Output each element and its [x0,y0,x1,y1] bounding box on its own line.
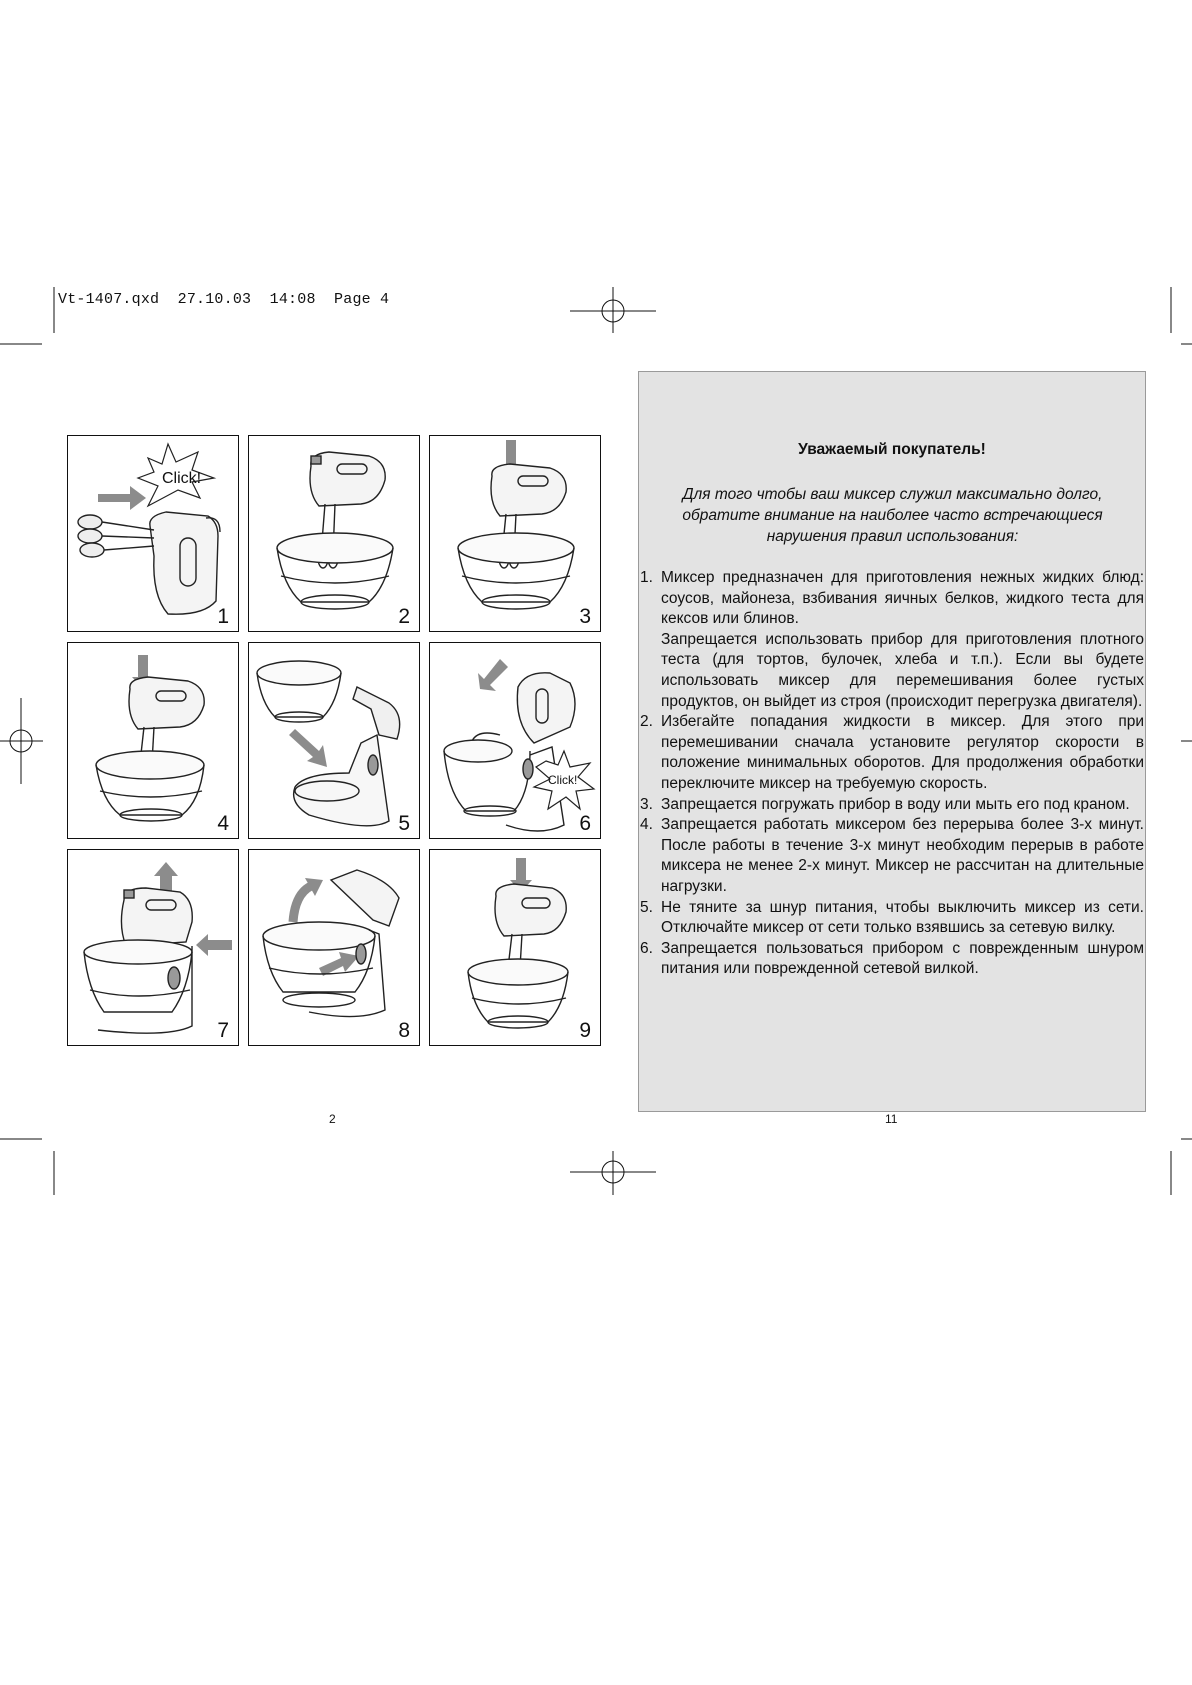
rule-text: Запрещается работать миксером без перерыва более 3-х минут. После работы в течение 3-х минут необходим перерыв в работе миксера не менее 2-х минут. Миксер не рассчитан на длительные нагрузки. [661,816,1144,895]
figure-number: 4 [217,812,229,835]
registration-mark-top [570,287,656,333]
figure-5 [248,642,420,839]
assembly-figures [67,435,603,1049]
rule-number: 1. [640,569,653,586]
figure-7 [67,849,239,1046]
rule-number: 6. [640,939,653,957]
rule-text: Запрещается использовать прибор для приготовления плотного теста (для тортов, булочек, хлеба и т.п.). Если вы будете использовать миксер для перемешивания более густых продуктов, он выйдет из строя (происходит перегрузка двигателя). [661,630,1144,710]
figure-number: 7 [217,1019,229,1042]
mixer-beaters-insert-illustration [68,436,239,632]
rule-text: Избегайте попадания жидкости в миксер. Для этого при перемешивании сначала установите регулятор скорости в положение минимальных оборотов. Для продолжения обработки переключите миксер на требуемую скорость. [661,713,1144,792]
page-number-left: 2 [329,1112,336,1126]
figure-number: 8 [398,1019,410,1042]
notice-title: Уважаемый покупатель! [798,441,986,458]
rule-item [640,898,1144,939]
mixer-over-bowl-illustration [249,436,420,632]
svg-text:Click!: Click! [162,470,202,487]
mixer-release-illustration [68,850,239,1046]
mixer-button-press-illustration [430,850,601,1046]
figure-3 [429,435,601,632]
figure-number: 9 [579,1019,591,1042]
stand-bowl-placement-illustration [249,643,420,839]
registration-mark-left [0,698,43,784]
stand-tilt-illustration [249,850,420,1046]
rule-number: 5. [640,898,653,916]
rule-text: Запрещается погружать прибор в воду или мыть его под краном. [661,795,1130,813]
rule-item [640,939,1144,980]
rule-item [640,568,1144,712]
figure-number: 1 [217,605,229,628]
figure-8 [248,849,420,1046]
rule-number: 4. [640,816,653,834]
notice-intro: Для того чтобы ваш миксер служил максимально долго, обратите внимание на наиболее часто встречающиеся нарушения правил использования: [682,486,1103,545]
mixer-mount-on-stand-illustration [430,643,601,839]
file-slug: Vt-1407.qxd 27.10.03 14:08 Page 4 [58,291,390,308]
rule-number: 3. [640,795,653,813]
rule-text: Запрещается пользоваться прибором с поврежденным шнуром питания или поврежденной сетевой вилкой. [661,939,1144,978]
figure-4 [67,642,239,839]
figure-2 [248,435,420,632]
rule-item [640,795,1144,816]
figure-number: 6 [579,812,591,835]
rule-text: Не тяните за шнур питания, чтобы выключить миксер из сети. Отключайте миксер от сети только взявшись за сетевую вилку. [661,898,1144,937]
figure-number: 3 [579,605,591,628]
rule-item [640,815,1144,897]
mixer-button-press-illustration [68,643,239,839]
registration-mark-bottom [570,1151,656,1195]
figure-1 [67,435,239,632]
rule-item [640,712,1144,794]
rules-list [640,568,1144,980]
rule-text: Миксер предназначен для приготовления нежных жидких блюд: соусов, майонеза, взбивания яичных белков, жидкого теста для кексов или блинов. [661,569,1144,628]
page-number-right: 11 [885,1112,898,1126]
svg-text:Click!: Click! [548,773,578,787]
figure-9 [429,849,601,1046]
figure-number: 2 [398,605,410,628]
rule-number: 2. [640,713,653,731]
mixer-button-press-illustration [430,436,601,632]
figure-6 [429,642,601,839]
figure-number: 5 [398,812,410,835]
